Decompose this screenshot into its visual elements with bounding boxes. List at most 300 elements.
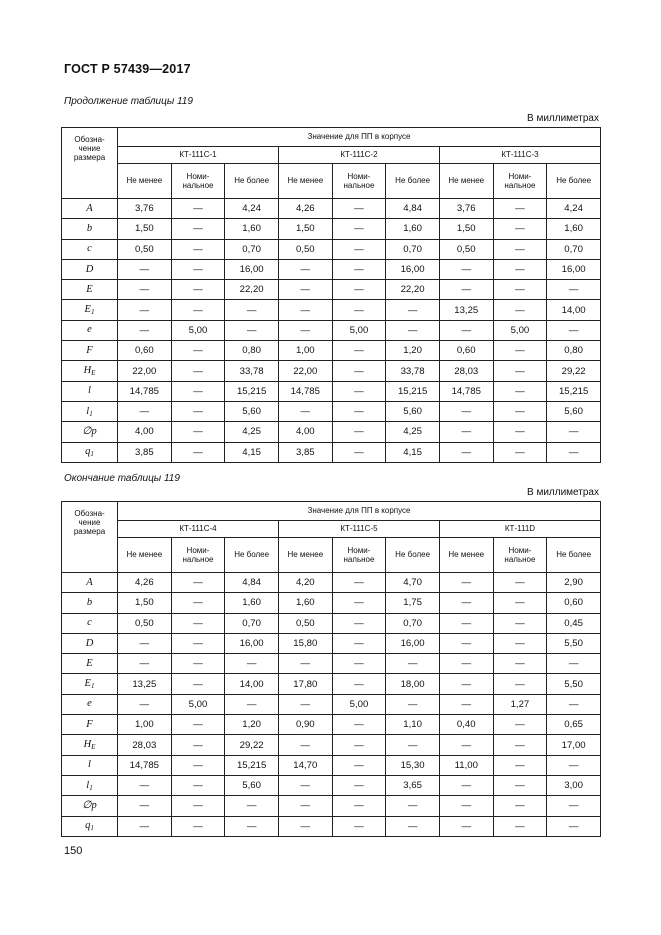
value-cell: —: [171, 735, 225, 755]
value-cell: —: [225, 694, 279, 714]
value-cell: 5,00: [332, 694, 386, 714]
value-cell: —: [332, 199, 386, 219]
value-cell: —: [547, 796, 601, 816]
value-cell: —: [493, 341, 547, 361]
value-cell: 0,90: [278, 715, 332, 735]
value-cell: 4,15: [386, 442, 440, 462]
table-row: [62, 735, 601, 755]
value-cell: 4,20: [278, 573, 332, 593]
value-cell: —: [386, 816, 440, 836]
value-cell: 4,00: [118, 422, 172, 442]
dimension-symbol: [62, 633, 118, 653]
value-cell: —: [332, 361, 386, 381]
value-cell: —: [439, 775, 493, 795]
value-cell: 0,60: [547, 593, 601, 613]
value-cell: 3,76: [118, 199, 172, 219]
value-cell: 4,70: [386, 573, 440, 593]
value-cell: —: [171, 199, 225, 219]
table-row: [62, 442, 601, 462]
value-cell: 14,785: [118, 755, 172, 775]
value-cell: —: [278, 300, 332, 320]
value-cell: —: [171, 816, 225, 836]
symbol-text: ∅p: [82, 799, 97, 811]
value-cell: —: [493, 613, 547, 633]
value-cell: 0,50: [439, 239, 493, 259]
value-cell: —: [493, 442, 547, 462]
value-cell: —: [332, 300, 386, 320]
value-cell: —: [493, 259, 547, 279]
symbol-subscript: 1: [89, 783, 93, 792]
value-cell: 0,60: [118, 341, 172, 361]
dimension-symbol: [62, 239, 118, 259]
column-header: Не менее: [278, 164, 332, 199]
value-cell: 15,80: [278, 633, 332, 653]
value-cell: 33,78: [225, 361, 279, 381]
value-cell: —: [439, 674, 493, 694]
value-cell: —: [493, 633, 547, 653]
symbol-subscript: E: [91, 368, 96, 377]
value-cell: —: [225, 816, 279, 836]
value-cell: —: [439, 422, 493, 442]
value-cell: 1,27: [493, 694, 547, 714]
value-cell: —: [171, 300, 225, 320]
table-row: [62, 239, 601, 259]
symbol-text: b: [86, 222, 93, 234]
row-header-cell: Обозна-чение размера: [62, 128, 118, 199]
value-cell: 15,215: [225, 381, 279, 401]
value-cell: 0,70: [547, 239, 601, 259]
package-header: КТ-111С-3: [439, 147, 600, 164]
value-cell: —: [118, 796, 172, 816]
value-cell: —: [171, 715, 225, 735]
value-cell: —: [118, 816, 172, 836]
value-cell: 3,65: [386, 775, 440, 795]
value-cell: —: [171, 654, 225, 674]
value-cell: 1,50: [439, 219, 493, 239]
value-cell: 28,03: [118, 735, 172, 755]
value-cell: 1,50: [118, 219, 172, 239]
value-cell: —: [439, 613, 493, 633]
value-cell: 2,90: [547, 573, 601, 593]
value-cell: —: [332, 613, 386, 633]
value-cell: 15,215: [386, 381, 440, 401]
value-cell: 0,70: [386, 239, 440, 259]
table-1-units: В миллиметрах: [527, 113, 599, 124]
value-cell: —: [386, 796, 440, 816]
value-cell: —: [332, 381, 386, 401]
value-cell: —: [171, 280, 225, 300]
value-cell: 5,60: [547, 401, 601, 421]
value-cell: —: [493, 755, 547, 775]
symbol-text: E: [86, 283, 93, 295]
value-cell: 4,00: [278, 422, 332, 442]
value-cell: 4,84: [225, 573, 279, 593]
value-cell: 13,25: [439, 300, 493, 320]
value-cell: —: [493, 654, 547, 674]
dimension-symbol: [62, 775, 118, 795]
symbol-text: H: [83, 738, 92, 750]
value-cell: —: [332, 755, 386, 775]
value-cell: 5,60: [225, 401, 279, 421]
table-row: [62, 715, 601, 735]
value-cell: —: [278, 280, 332, 300]
header-row: [62, 502, 601, 521]
value-cell: —: [493, 361, 547, 381]
value-cell: —: [332, 442, 386, 462]
value-cell: 33,78: [386, 361, 440, 381]
value-cell: —: [493, 775, 547, 795]
dimension-symbol: [62, 573, 118, 593]
value-cell: 15,30: [386, 755, 440, 775]
value-cell: 18,00: [386, 674, 440, 694]
value-cell: —: [171, 341, 225, 361]
package-header: КТ-111D: [439, 521, 600, 538]
value-cell: —: [493, 239, 547, 259]
symbol-text: l: [86, 405, 90, 417]
value-cell: 0,50: [118, 239, 172, 259]
value-cell: —: [386, 735, 440, 755]
value-cell: 0,45: [547, 613, 601, 633]
value-cell: —: [278, 775, 332, 795]
table-row: [62, 300, 601, 320]
value-cell: 22,00: [278, 361, 332, 381]
value-cell: —: [493, 573, 547, 593]
value-cell: 0,50: [278, 613, 332, 633]
value-cell: —: [278, 320, 332, 340]
value-cell: 0,50: [118, 613, 172, 633]
value-cell: —: [493, 381, 547, 401]
value-cell: —: [439, 320, 493, 340]
value-cell: —: [332, 259, 386, 279]
value-cell: —: [386, 320, 440, 340]
value-cell: —: [225, 300, 279, 320]
value-cell: 17,80: [278, 674, 332, 694]
value-cell: 29,22: [225, 735, 279, 755]
value-cell: 1,50: [278, 219, 332, 239]
value-cell: —: [171, 381, 225, 401]
value-cell: 4,15: [225, 442, 279, 462]
value-cell: —: [493, 674, 547, 694]
package-header: КТ-111С-1: [118, 147, 279, 164]
value-cell: —: [332, 775, 386, 795]
value-cell: —: [225, 654, 279, 674]
value-cell: —: [171, 401, 225, 421]
value-cell: 4,24: [547, 199, 601, 219]
value-cell: —: [547, 280, 601, 300]
value-cell: —: [332, 401, 386, 421]
value-cell: —: [547, 755, 601, 775]
value-cell: 16,00: [547, 259, 601, 279]
dimension-symbol: [62, 341, 118, 361]
table-row: [62, 573, 601, 593]
table-row: [62, 219, 601, 239]
table-row: [62, 694, 601, 714]
value-cell: —: [439, 654, 493, 674]
symbol-text: l: [88, 759, 91, 771]
value-cell: 1,20: [386, 341, 440, 361]
value-cell: 5,00: [171, 320, 225, 340]
package-header: КТ-111С-2: [278, 147, 439, 164]
package-row: [62, 147, 601, 164]
table-row: [62, 341, 601, 361]
table-row: [62, 259, 601, 279]
value-cell: —: [493, 593, 547, 613]
value-cell: —: [278, 735, 332, 755]
value-cell: 14,70: [278, 755, 332, 775]
value-cell: —: [118, 320, 172, 340]
value-cell: —: [171, 755, 225, 775]
symbol-subscript: E: [91, 742, 96, 751]
symbol-text: A: [86, 576, 93, 588]
symbol-text: l: [86, 779, 90, 791]
value-cell: —: [118, 775, 172, 795]
dimension-symbol: [62, 674, 118, 694]
dimension-symbol: [62, 199, 118, 219]
value-cell: —: [171, 219, 225, 239]
symbol-subscript: 1: [90, 682, 95, 691]
value-cell: 1,20: [225, 715, 279, 735]
dimension-symbol: [62, 361, 118, 381]
table-row: [62, 422, 601, 442]
value-cell: 3,00: [547, 775, 601, 795]
symbol-subscript: 1: [90, 824, 94, 833]
value-cell: 22,20: [225, 280, 279, 300]
value-cell: —: [493, 715, 547, 735]
value-cell: —: [171, 674, 225, 694]
value-cell: 1,00: [278, 341, 332, 361]
value-cell: —: [171, 422, 225, 442]
value-cell: 14,785: [118, 381, 172, 401]
value-cell: —: [278, 796, 332, 816]
column-header: Номи-нальное: [493, 538, 547, 573]
dimension-symbol: [62, 796, 118, 816]
column-header: Номи-нальное: [332, 164, 386, 199]
value-cell: 14,00: [547, 300, 601, 320]
value-cell: 16,00: [225, 633, 279, 653]
symbol-text: ∅p: [82, 425, 97, 437]
value-cell: —: [171, 361, 225, 381]
value-cell: —: [225, 796, 279, 816]
column-header: Не более: [386, 164, 440, 199]
symbol-text: A: [86, 202, 93, 214]
value-cell: 28,03: [439, 361, 493, 381]
table-row: [62, 816, 601, 836]
column-header: Номи-нальное: [332, 538, 386, 573]
value-cell: 5,50: [547, 674, 601, 694]
table-row: [62, 633, 601, 653]
table-row: [62, 381, 601, 401]
value-cell: 4,26: [278, 199, 332, 219]
symbol-text: E: [84, 678, 91, 690]
table-row: [62, 674, 601, 694]
value-cell: —: [332, 654, 386, 674]
value-cell: —: [278, 401, 332, 421]
value-cell: 13,25: [118, 674, 172, 694]
value-cell: —: [118, 694, 172, 714]
value-cell: —: [439, 816, 493, 836]
dimension-symbol: [62, 401, 118, 421]
value-cell: 1,60: [278, 593, 332, 613]
value-cell: —: [547, 442, 601, 462]
value-cell: —: [439, 401, 493, 421]
dimension-symbol: [62, 755, 118, 775]
value-cell: —: [171, 633, 225, 653]
value-cell: —: [493, 816, 547, 836]
value-cell: —: [171, 593, 225, 613]
symbol-text: q: [85, 446, 91, 458]
value-cell: 4,25: [386, 422, 440, 442]
column-header: Номи-нальное: [171, 538, 225, 573]
symbol-text: b: [86, 596, 93, 608]
value-cell: —: [332, 341, 386, 361]
value-cell: 1,60: [225, 593, 279, 613]
symbol-text: q: [85, 820, 91, 832]
value-cell: —: [332, 816, 386, 836]
table-row: [62, 361, 601, 381]
value-cell: —: [278, 816, 332, 836]
symbol-text: e: [87, 698, 92, 710]
column-header: Не более: [386, 538, 440, 573]
value-cell: 4,26: [118, 573, 172, 593]
value-cell: —: [171, 239, 225, 259]
value-cell: 14,785: [278, 381, 332, 401]
value-cell: 14,00: [225, 674, 279, 694]
value-cell: 22,00: [118, 361, 172, 381]
table-row: [62, 401, 601, 421]
value-cell: 0,60: [439, 341, 493, 361]
dimensions-table-final: [61, 501, 601, 837]
table-row: [62, 320, 601, 340]
value-cell: 5,00: [171, 694, 225, 714]
value-cell: —: [118, 280, 172, 300]
value-cell: —: [332, 633, 386, 653]
value-cell: 16,00: [386, 633, 440, 653]
value-cell: —: [171, 613, 225, 633]
column-header: Не менее: [118, 164, 172, 199]
value-cell: —: [493, 401, 547, 421]
package-header: КТ-111С-4: [118, 521, 279, 538]
value-cell: —: [439, 796, 493, 816]
value-cell: 1,50: [118, 593, 172, 613]
value-cell: —: [171, 573, 225, 593]
symbol-text: F: [86, 718, 93, 730]
table-row: [62, 654, 601, 674]
value-cell: —: [332, 422, 386, 442]
value-cell: —: [171, 796, 225, 816]
value-cell: —: [439, 259, 493, 279]
value-cell: 1,75: [386, 593, 440, 613]
dimension-symbol: [62, 422, 118, 442]
value-cell: —: [493, 796, 547, 816]
value-cell: 5,60: [225, 775, 279, 795]
dimension-symbol: [62, 613, 118, 633]
value-cell: —: [493, 300, 547, 320]
dimension-symbol: [62, 816, 118, 836]
value-cell: 0,70: [225, 239, 279, 259]
value-cell: —: [332, 735, 386, 755]
dimension-symbol: [62, 715, 118, 735]
value-cell: —: [332, 219, 386, 239]
table-row: [62, 796, 601, 816]
dimension-symbol: [62, 300, 118, 320]
value-cell: —: [386, 654, 440, 674]
value-cell: 5,60: [386, 401, 440, 421]
value-cell: —: [332, 280, 386, 300]
value-cell: 3,76: [439, 199, 493, 219]
value-cell: —: [278, 259, 332, 279]
value-cell: —: [118, 401, 172, 421]
value-cell: 0,40: [439, 715, 493, 735]
value-cell: —: [118, 259, 172, 279]
package-row: [62, 521, 601, 538]
value-cell: —: [332, 239, 386, 259]
value-cell: 1,60: [386, 219, 440, 239]
value-cell: 0,70: [225, 613, 279, 633]
value-cell: 15,215: [225, 755, 279, 775]
value-cell: —: [225, 320, 279, 340]
value-cell: —: [439, 442, 493, 462]
value-cell: —: [171, 775, 225, 795]
column-header: Не менее: [439, 538, 493, 573]
value-cell: —: [118, 300, 172, 320]
table-row: [62, 613, 601, 633]
value-cell: —: [493, 735, 547, 755]
value-cell: 29,22: [547, 361, 601, 381]
column-header: Не менее: [439, 164, 493, 199]
dimension-symbol: [62, 593, 118, 613]
value-cell: 0,80: [547, 341, 601, 361]
value-cell: —: [547, 320, 601, 340]
dimension-symbol: [62, 259, 118, 279]
value-cell: —: [493, 280, 547, 300]
value-cell: 3,85: [118, 442, 172, 462]
column-header: Не более: [225, 164, 279, 199]
value-cell: —: [332, 796, 386, 816]
dimension-symbol: [62, 320, 118, 340]
value-cell: —: [386, 694, 440, 714]
value-cell: 1,10: [386, 715, 440, 735]
column-header: Не более: [547, 164, 601, 199]
value-cell: —: [278, 694, 332, 714]
value-cell: —: [171, 442, 225, 462]
column-header: Не менее: [118, 538, 172, 573]
value-cell: —: [439, 593, 493, 613]
value-cell: —: [493, 199, 547, 219]
value-cell: —: [332, 715, 386, 735]
package-header: КТ-111С-5: [278, 521, 439, 538]
value-cell: —: [439, 573, 493, 593]
value-cell: 0,70: [386, 613, 440, 633]
value-cell: 0,50: [278, 239, 332, 259]
table-row: [62, 755, 601, 775]
value-cell: 0,80: [225, 341, 279, 361]
value-cell: —: [118, 654, 172, 674]
value-cell: 11,00: [439, 755, 493, 775]
symbol-text: D: [85, 263, 94, 275]
value-cell: —: [171, 259, 225, 279]
symbol-text: E: [86, 657, 93, 669]
symbol-text: D: [85, 637, 94, 649]
value-cell: 1,60: [547, 219, 601, 239]
table-row: [62, 593, 601, 613]
symbol-text: F: [86, 344, 93, 356]
dimension-symbol: [62, 654, 118, 674]
value-cell: —: [493, 422, 547, 442]
value-cell: —: [547, 422, 601, 442]
symbol-text: H: [83, 364, 92, 376]
table-row: [62, 199, 601, 219]
column-header: Не менее: [278, 538, 332, 573]
